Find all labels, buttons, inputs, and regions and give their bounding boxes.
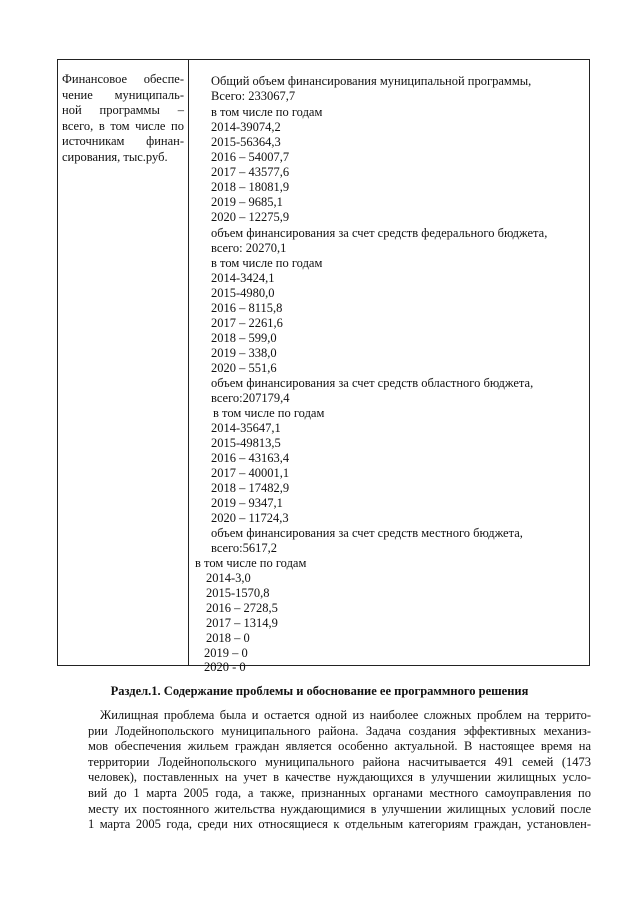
label-line: чение муниципаль-	[62, 87, 184, 102]
value-line: в том числе по годам	[213, 406, 325, 420]
value-line: 2016 – 8115,8	[211, 301, 283, 315]
value-line: 2014-35647,1	[211, 421, 281, 435]
value-line: 2015-49813,5	[211, 436, 281, 450]
value-line: 2020 – 11724,3	[211, 511, 289, 525]
paragraph-line: месту их постоянного жительства нуждающимися в улучшении жилищных условий после	[88, 801, 591, 816]
value-line: 2017 – 40001,1	[211, 466, 290, 480]
label-line: всего, в том числе по	[62, 118, 184, 133]
value-line: 2019 – 338,0	[211, 346, 277, 360]
value-line: 2015-4980,0	[211, 286, 275, 300]
paragraph-line: 1 марта 2005 года, среди них относящиеся к отдельным категориям граждан, установлен-	[88, 817, 591, 832]
value-line: объем финансирования за счет средств местного бюджета,	[211, 526, 523, 540]
value-line: объем финансирования за счет средств федерального бюджета,	[211, 226, 548, 240]
value-line: 2014-39074,2	[211, 120, 281, 134]
section-paragraph	[88, 708, 591, 833]
value-line: объем финансирования за счет средств областного бюджета,	[211, 376, 534, 390]
value-line: в том числе по годам	[211, 256, 323, 270]
value-line: 2018 – 599,0	[211, 331, 277, 345]
table-value-cell	[58, 60, 589, 674]
value-line: в том числе по годам	[195, 556, 307, 570]
value-line: 2017 – 1314,9	[206, 616, 278, 630]
paragraph-line: человек), поставленных на учет в качестве нуждающихся в улучшении жилищных усло-	[88, 770, 591, 785]
value-line: 2020 – 551,6	[211, 361, 277, 375]
value-line: всего:207179,4	[211, 391, 290, 405]
label-line: ной программы –	[62, 103, 184, 117]
value-line: 2015-56364,3	[211, 135, 281, 149]
value-line: 2017 – 2261,6	[211, 316, 283, 330]
paragraph-line: рии Лодейнопольского муниципального района. Задача создания эффективных механиз-	[88, 723, 591, 738]
value-line: всего:5617,2	[211, 541, 277, 555]
passport-table	[57, 59, 590, 674]
value-line: 2016 – 54007,7	[211, 150, 290, 164]
value-line: 2018 – 0	[206, 631, 250, 645]
value-line: 2014-3,0	[206, 571, 251, 585]
value-line: 2019 – 9685,1	[211, 195, 283, 209]
value-line: 2019 – 0	[204, 646, 248, 660]
label-line: сирования, тыс.руб.	[62, 149, 168, 164]
value-line: Общий объем финансирования муниципальной программы,	[211, 74, 532, 88]
value-line: 2018 – 18081,9	[211, 180, 290, 194]
value-line: Всего: 233067,7	[211, 89, 296, 103]
paragraph-line: мов обеспечения жильем граждан является особенно актуальной. В настоящее время на	[88, 739, 591, 754]
value-line: 2016 – 43163,4	[211, 451, 290, 465]
value-line: в том числе по годам	[211, 105, 323, 119]
paragraph-line: вий до 1 марта 2005 года, а также, признанных органами местного самоуправления по	[88, 785, 591, 800]
paragraph-line: территории Лодейнопольского муниципального района насчитывается 491 семей (1473	[88, 754, 591, 769]
value-line: 2018 – 17482,9	[211, 481, 290, 495]
value-line: 2014-3424,1	[211, 271, 275, 285]
paragraph-line: Жилищная проблема была и остается одной из наиболее сложных проблем на террито-	[100, 708, 591, 722]
value-line: 2016 – 2728,5	[206, 601, 278, 615]
label-line: Финансовое обеспе-	[62, 72, 184, 86]
label-line: источникам финан-	[62, 134, 184, 148]
value-line: 2017 – 43577,6	[211, 165, 290, 179]
value-line: 2020 – 12275,9	[211, 210, 290, 224]
value-line: 2015-1570,8	[206, 586, 270, 600]
value-line: 2019 – 9347,1	[211, 496, 283, 510]
value-line: 2020 - 0	[204, 660, 246, 674]
value-line: всего: 20270,1	[211, 241, 287, 255]
section-title: Раздел.1. Содержание проблемы и обоснование ее программного решения	[110, 684, 529, 698]
